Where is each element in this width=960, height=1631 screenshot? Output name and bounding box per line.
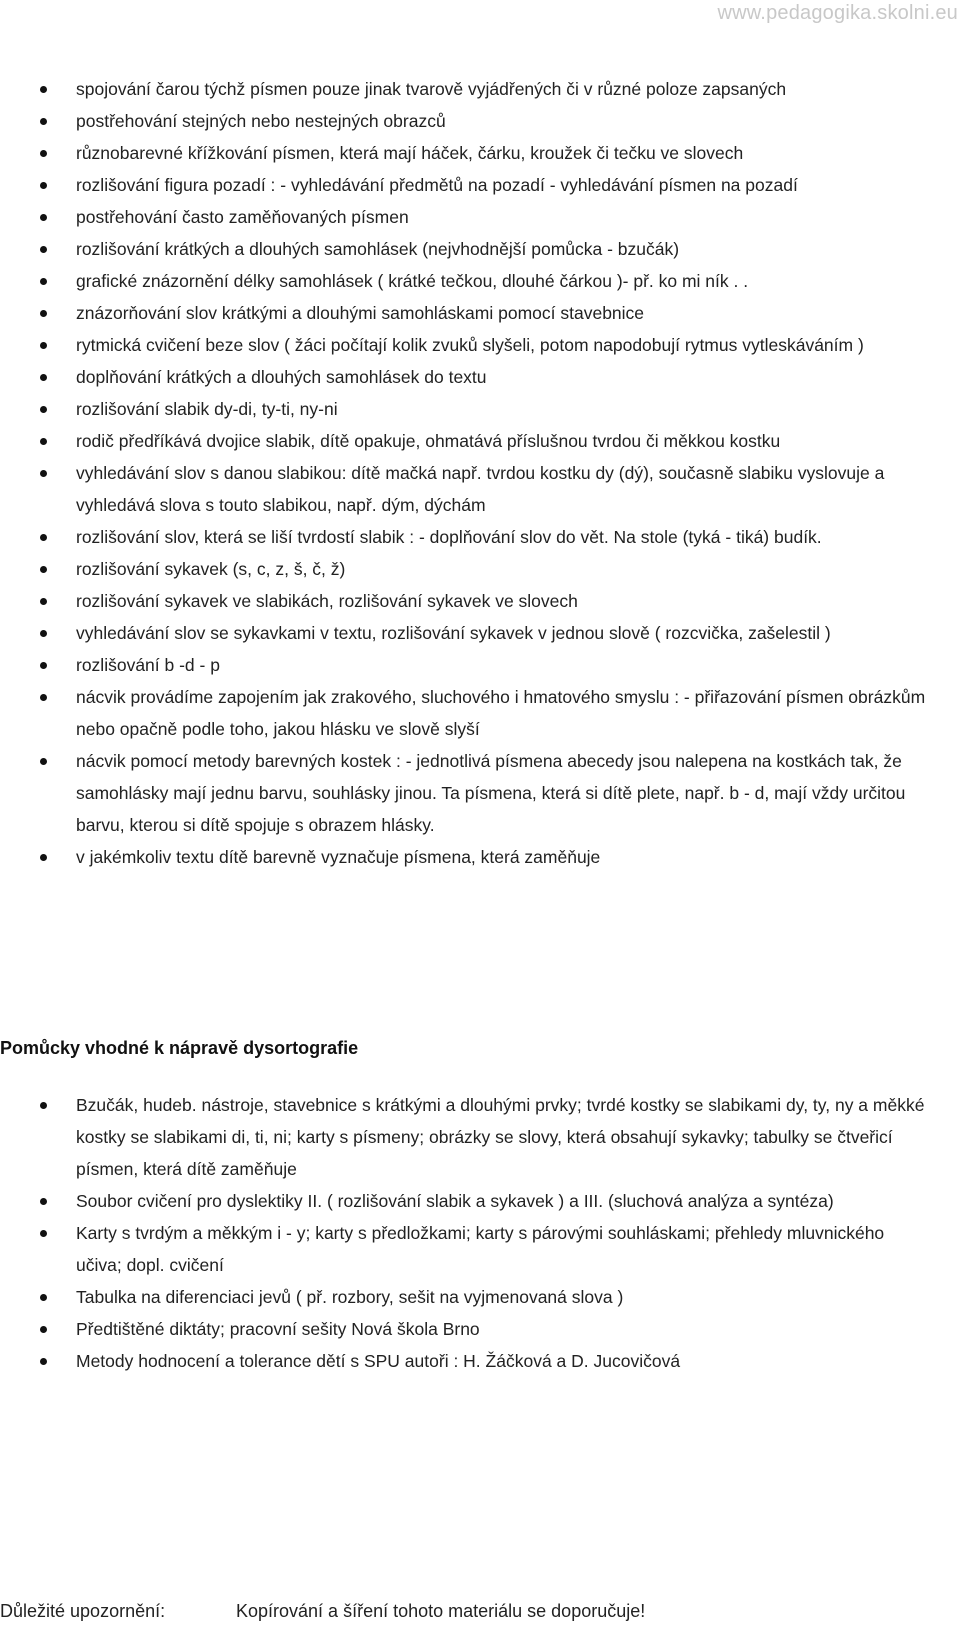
list-item: rozlišování slov, která se liší tvrdostí slabik : - doplňování slov do vět. Na stole (tyká - tiká) budík. <box>0 521 932 553</box>
list-item: postřehování stejných nebo nestejných obrazců <box>0 105 932 137</box>
site-watermark: www.pedagogika.skolni.eu <box>717 2 958 24</box>
footer-notice-text: Kopírování a šíření tohoto materiálu se doporučuje! <box>236 1601 646 1621</box>
exercise-list <box>0 73 932 873</box>
list-item: spojování čarou týchž písmen pouze jinak tvarově vyjádřených či v různé poloze zapsaných <box>0 73 932 105</box>
list-item: nácvik provádíme zapojením jak zrakového, sluchového i hmatového smyslu : - přiřazování písmen obrázkům nebo opačně podle toho, jakou hlásku ve slově slyší <box>0 681 932 745</box>
list-item: postřehování často zaměňovaných písmen <box>0 201 932 233</box>
list-item: v jakémkoliv textu dítě barevně vyznačuje písmena, která zaměňuje <box>0 841 932 873</box>
list-item: Karty s tvrdým a měkkým i - y; karty s předložkami; karty s párovými souhláskami; přehledy mluvnického učiva; dopl. cvičení <box>0 1217 932 1281</box>
list-item: vyhledávání slov s danou slabikou: dítě mačká např. tvrdou kostku dy (dý), současně slabiku vyslovuje a vyhledává slova s touto slabikou, např. dým, dýchám <box>0 457 932 521</box>
list-item: nácvik pomocí metody barevných kostek : - jednotlivá písmena abecedy jsou nalepena na kostkách tak, že samohlásky mají jednu barvu, souhlásky jinou. Ta písmena, která si dítě plete, např. b - d, mají vždy určitou barvu, kterou si dítě spojuje s obrazem hlásky. <box>0 745 932 841</box>
list-item: doplňování krátkých a dlouhých samohlásek do textu <box>0 361 932 393</box>
list-item: rozlišování krátkých a dlouhých samohlásek (nejvhodnější pomůcka - bzučák) <box>0 233 932 265</box>
list-item: vyhledávání slov se sykavkami v textu, rozlišování sykavek v jednou slově ( rozcvička, zašelestil ) <box>0 617 932 649</box>
list-item: různobarevné křížkování písmen, která mají háček, čárku, kroužek či tečku ve slovech <box>0 137 932 169</box>
list-item: Metody hodnocení a tolerance dětí s SPU autoři : H. Žáčková a D. Jucovičová <box>0 1345 932 1377</box>
list-item: rozlišování figura pozadí : - vyhledávání předmětů na pozadí - vyhledávání písmen na pozadí <box>0 169 932 201</box>
list-item: Bzučák, hudeb. nástroje, stavebnice s krátkými a dlouhými prvky; tvrdé kostky se slabikami dy, ty, ny a měkké kostky se slabikami di, ti, ni; karty s písmeny; obrázky se slovy, která obsahují sykavky; tabulky se čtveřicí písmen, která dítě zaměňuje <box>0 1089 932 1185</box>
list-item: rytmická cvičení beze slov ( žáci počítají kolik zvuků slyšeli, potom napodobují rytmus vytleskáváním ) <box>0 329 932 361</box>
list-item: Soubor cvičení pro dyslektiky II. ( rozlišování slabik a sykavek ) a III. (sluchová analýza a syntéza) <box>0 1185 932 1217</box>
list-item: rozlišování slabik dy-di, ty-ti, ny-ni <box>0 393 932 425</box>
list-item: Předtištěné diktáty; pracovní sešity Nová škola Brno <box>0 1313 932 1345</box>
footer-notice-label: Důležité upozornění: <box>0 1601 166 1621</box>
list-item: znázorňování slov krátkými a dlouhými samohláskami pomocí stavebnice <box>0 297 932 329</box>
list-item: grafické znázornění délky samohlásek ( krátké tečkou, dlouhé čárkou )- př. ko mi ník . . <box>0 265 932 297</box>
list-item: rozlišování sykavek (s, c, z, š, č, ž) <box>0 553 932 585</box>
aids-list <box>0 1089 932 1377</box>
list-item: rozlišování sykavek ve slabikách, rozlišování sykavek ve slovech <box>0 585 932 617</box>
list-item: Tabulka na diferenciaci jevů ( př. rozbory, sešit na vyjmenovaná slova ) <box>0 1281 932 1313</box>
list-item: rodič předříkává dvojice slabik, dítě opakuje, ohmatává příslušnou tvrdou či měkkou kostku <box>0 425 932 457</box>
list-item: rozlišování b -d - p <box>0 649 932 681</box>
section-heading: Pomůcky vhodné k nápravě dysortografie <box>0 1038 359 1058</box>
